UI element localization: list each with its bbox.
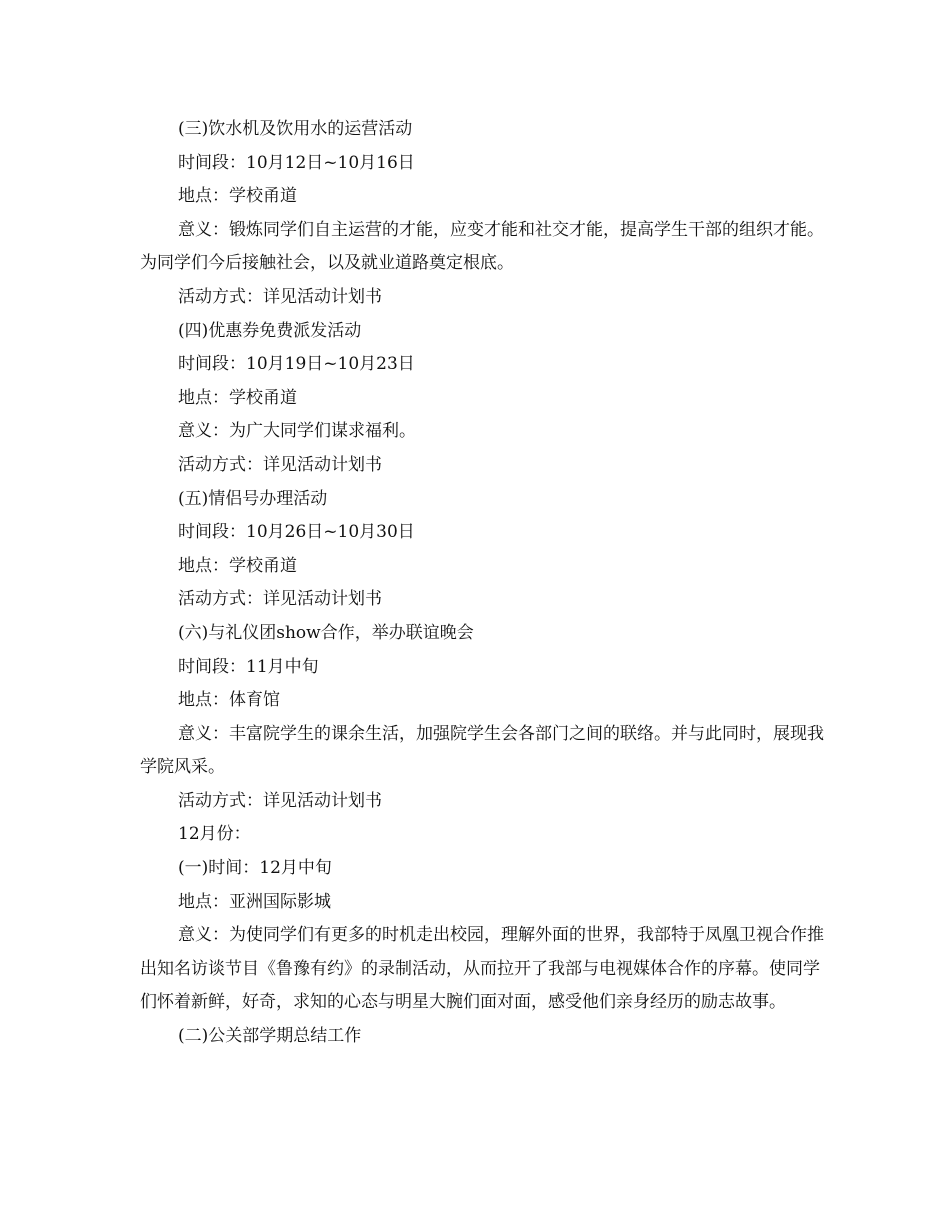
time-line: 时间段：10月19日~10月23日: [178, 354, 415, 375]
time-line: 时间段：11月中旬: [178, 656, 319, 677]
section-heading: (一)时间：12月中旬: [178, 858, 332, 879]
document-body: [140, 113, 830, 1054]
meaning-paragraph: 意义：锻炼同学们自主运营的才能，应变才能和社交才能，提高学生干部的组织才能。为同学们今后接触社会，以及就业道路奠定根底。: [140, 219, 824, 274]
section-heading: (四)优惠券免费派发活动: [178, 320, 362, 341]
section-heading: (二)公关部学期总结工作: [178, 1026, 362, 1047]
month-heading: 12月份：: [178, 824, 251, 845]
location-line: 地点：学校甬道: [178, 387, 297, 408]
location-line: 地点：学校甬道: [178, 555, 297, 576]
location-line: 地点：学校甬道: [178, 186, 297, 207]
method-line: 活动方式：详见活动计划书: [178, 286, 382, 307]
section-heading: (五)情侣号办理活动: [178, 488, 328, 509]
method-line: 活动方式：详见活动计划书: [178, 790, 382, 811]
method-line: 活动方式：详见活动计划书: [178, 454, 382, 475]
location-line: 地点：亚洲国际影城: [178, 891, 331, 912]
meaning-paragraph: 意义：为广大同学们谋求福利。: [178, 421, 416, 442]
section-heading: (六)与礼仪团show合作，举办联谊晚会: [178, 622, 474, 643]
time-line: 时间段：10月26日~10月30日: [178, 522, 415, 543]
meaning-paragraph: 意义：丰富院学生的课余生活，加强院学生会各部门之间的联络。并与此同时，展现我学院风采。: [140, 723, 824, 778]
method-line: 活动方式：详见活动计划书: [178, 589, 382, 610]
meaning-paragraph: 意义：为使同学们有更多的时机走出校园，理解外面的世界，我部特于凤凰卫视合作推出知名访谈节目《鲁豫有约》的录制活动，从而拉开了我部与电视媒体合作的序幕。使同学们怀着新鲜，好奇，求知的心态与明星大腕们面对面，感受他们亲身经历的励志故事。: [140, 925, 824, 1013]
location-line: 地点：体育馆: [178, 690, 280, 711]
section-heading: (三)饮水机及饮用水的运营活动: [178, 119, 413, 139]
time-line: 时间段：10月12日~10月16日: [178, 152, 415, 173]
